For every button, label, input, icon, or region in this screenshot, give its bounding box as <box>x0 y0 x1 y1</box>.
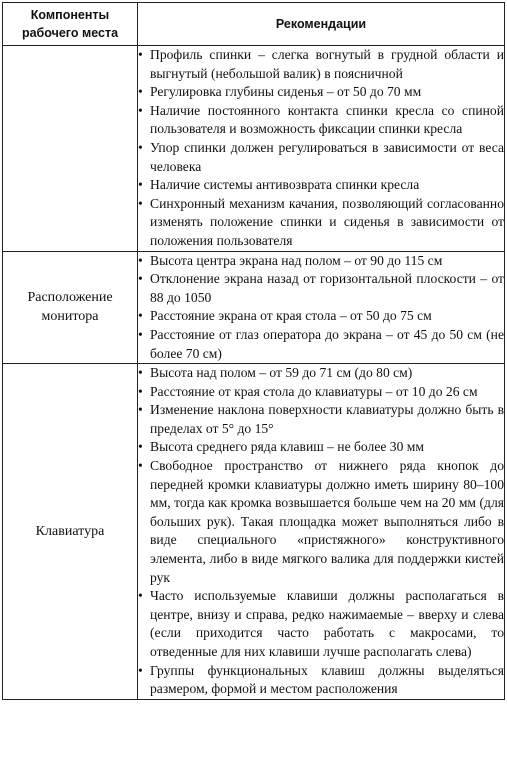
list-item: • Расстояние от глаз оператора до экрана – от 45 до 50 см (не более 70 см) <box>138 326 504 363</box>
recommendations-cell <box>138 364 505 700</box>
list-item: • Высота центра экрана над полом – от 90 до 115 см <box>138 252 504 271</box>
list-item: • Регулировка глубины сиденья – от 50 до 70 мм <box>138 83 504 102</box>
list-item: • Свободное пространство от нижнего ряда кнопок до передней кромки клавиатуры должно иметь ширину 80–100 мм, тогда как кромка возвышается больше чем на 20 мм (для больших рук). Такая площадка может выполняться либо в виде специального «пристяжного» конструктивного элемента, либо в виде мягкого валика для поддержки кистей рук <box>138 457 504 587</box>
header-recommendations: Рекомендации <box>138 3 505 46</box>
list-item: • Профиль спинки – слегка вогнутый в грудной области и выгнутый (небольшой валик) в поясничной <box>138 46 504 83</box>
component-cell <box>3 46 138 252</box>
recommendation-list <box>138 252 504 364</box>
list-item: • Изменение наклона поверхности клавиатуры должно быть в пределах от 5° до 15° <box>138 401 504 438</box>
table-row <box>3 364 505 700</box>
table-row <box>3 46 505 252</box>
list-item: • Отклонение экрана назад от горизонтальной плоскости – от 88 до 1050 <box>138 270 504 307</box>
header-components: Компоненты рабочего места <box>3 3 138 46</box>
list-item: • Высота над полом – от 59 до 71 см (до 80 см) <box>138 364 504 383</box>
list-item: • Упор спинки должен регулироваться в зависимости от веса человека <box>138 139 504 176</box>
list-item: • Часто используемые клавиши должны располагаться в центре, внизу и справа, редко нажимаемые – вверху и слева (если приходится часто работать с макросами, то отведенные для них клавиши лучше располагать слева) <box>138 587 504 661</box>
table-header-row <box>3 3 505 46</box>
list-item: • Синхронный механизм качания, позволяющий согласованно изменять положение спинки и сиденья в зависимости от положения пользователя <box>138 195 504 251</box>
list-item: • Расстояние экрана от края стола – от 50 до 75 см <box>138 307 504 326</box>
recommendation-list <box>138 364 504 699</box>
component-cell: Клавиатура <box>3 364 138 700</box>
list-item: • Высота среднего ряда клавиш – не более 30 мм <box>138 438 504 457</box>
recommendations-cell <box>138 46 505 252</box>
recommendation-list <box>138 46 504 251</box>
list-item: • Наличие системы антивозврата спинки кресла <box>138 176 504 195</box>
table-row <box>3 251 505 364</box>
recommendations-cell <box>138 251 505 364</box>
list-item: • Наличие постоянного контакта спинки кресла со спиной пользователя и возможность фиксации спинки кресла <box>138 102 504 139</box>
table-body <box>3 46 505 700</box>
list-item: • Группы функциональных клавиш должны выделяться размером, формой и местом расположения <box>138 662 504 699</box>
component-cell: Расположение монитора <box>3 251 138 364</box>
recommendations-table <box>2 2 505 700</box>
list-item: • Расстояние от края стола до клавиатуры – от 10 до 26 см <box>138 383 504 402</box>
